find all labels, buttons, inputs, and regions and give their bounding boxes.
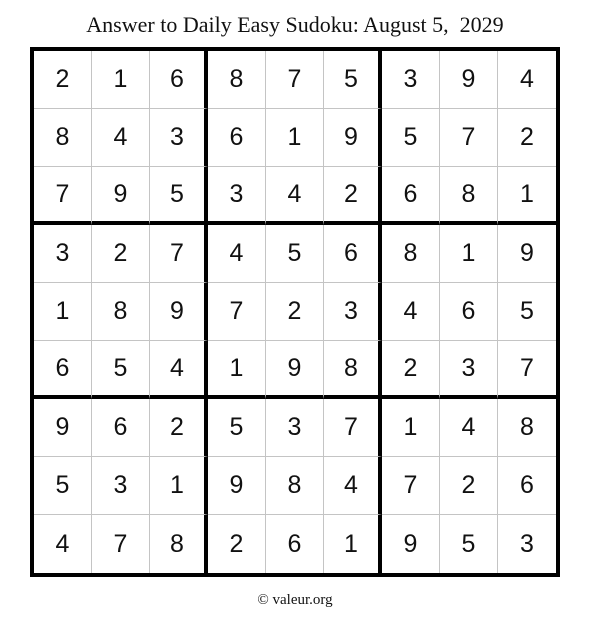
page-title: Answer to Daily Easy Sudoku: August 5, 2029	[86, 12, 504, 37]
copyright-footer: © valeur.org	[257, 592, 333, 608]
sudoku-cell: 7	[382, 457, 440, 515]
sudoku-cell: 4	[208, 225, 266, 283]
sudoku-cell: 4	[440, 399, 498, 457]
sudoku-cell: 9	[150, 283, 208, 341]
sudoku-cell: 2	[92, 225, 150, 283]
sudoku-cell: 9	[498, 225, 556, 283]
sudoku-cell: 6	[266, 515, 324, 573]
sudoku-cell: 6	[150, 51, 208, 109]
sudoku-cell: 3	[520, 529, 534, 558]
sudoku-cell: 5	[382, 109, 440, 167]
sudoku-cell: 2	[266, 283, 324, 341]
sudoku-cell: 8	[382, 225, 440, 283]
sudoku-cell: 5	[92, 341, 150, 399]
sudoku-cell: 2	[208, 515, 266, 573]
sudoku-cell: 3	[34, 225, 92, 283]
sudoku-cell: 7	[498, 341, 556, 399]
sudoku-cell: 3	[324, 283, 382, 341]
sudoku-cell: 5	[266, 225, 324, 283]
sudoku-cell: 7	[440, 109, 498, 167]
sudoku-cell: 9	[208, 457, 266, 515]
sudoku-cell: 2	[498, 109, 556, 167]
sudoku-cell: 2	[34, 51, 92, 109]
sudoku-cell: 5	[150, 167, 208, 225]
sudoku-cell: 4	[150, 341, 208, 399]
sudoku-cell: 3	[382, 51, 440, 109]
sudoku-cell: 7	[208, 283, 266, 341]
sudoku-cell: 4	[324, 457, 382, 515]
sudoku-cell: 2	[324, 167, 382, 225]
sudoku-cell: 1	[92, 51, 150, 109]
sudoku-cell: 8	[208, 51, 266, 109]
sudoku-grid	[30, 47, 560, 577]
sudoku-cell: 6	[498, 457, 556, 515]
sudoku-cell: 9	[440, 51, 498, 109]
sudoku-cell: 3	[150, 109, 208, 167]
sudoku-cell: 6	[440, 283, 498, 341]
sudoku-cell: 3	[208, 167, 266, 225]
sudoku-cell: 9	[324, 109, 382, 167]
sudoku-cell: 8	[150, 515, 208, 573]
sudoku-cell: 2	[150, 399, 208, 457]
sudoku-cell: 2	[440, 457, 498, 515]
sudoku-cell: 7	[34, 167, 92, 225]
sudoku-cell: 8	[440, 167, 498, 225]
sudoku-cell: 8	[498, 399, 556, 457]
sudoku-cell: 1	[498, 167, 556, 225]
sudoku-cell: 6	[208, 109, 266, 167]
sudoku-cell: 7	[92, 515, 150, 573]
sudoku-cell: 5	[208, 399, 266, 457]
sudoku-cell: 4	[382, 283, 440, 341]
sudoku-cell: 6	[92, 399, 150, 457]
sudoku-cell: 5	[34, 457, 92, 515]
sudoku-cell: 1	[382, 399, 440, 457]
sudoku-cell: 1	[208, 341, 266, 399]
sudoku-cell: 9	[92, 167, 150, 225]
sudoku-cell: 8	[324, 341, 382, 399]
sudoku-cell: 3	[92, 457, 150, 515]
sudoku-cell: 6	[324, 225, 382, 283]
sudoku-cell: 7	[150, 225, 208, 283]
sudoku-cell: 4	[498, 51, 556, 109]
sudoku-cell: 8	[92, 283, 150, 341]
sudoku-cell: 1	[266, 109, 324, 167]
sudoku-cell: 4	[34, 515, 92, 573]
sudoku-cell: 8	[34, 109, 92, 167]
sudoku-cell: 8	[266, 457, 324, 515]
sudoku-cell: 2	[382, 341, 440, 399]
sudoku-cell: 1	[440, 225, 498, 283]
sudoku-cell: 7	[324, 399, 382, 457]
sudoku-cell: 5	[440, 515, 498, 573]
sudoku-cell: 6	[34, 341, 92, 399]
sudoku-cell: 6	[382, 167, 440, 225]
sudoku-cell: 3	[266, 399, 324, 457]
sudoku-cell: 1	[34, 283, 92, 341]
sudoku-cell: 5	[498, 283, 556, 341]
sudoku-cell: 7	[266, 51, 324, 109]
sudoku-cell: 4	[266, 167, 324, 225]
sudoku-cell: 5	[324, 51, 382, 109]
sudoku-cell: 4	[92, 109, 150, 167]
sudoku-cell: 1	[324, 515, 382, 573]
sudoku-cell: 3	[440, 341, 498, 399]
sudoku-cell: 9	[266, 341, 324, 399]
sudoku-cell: 9	[34, 399, 92, 457]
sudoku-cell: 9	[382, 515, 440, 573]
sudoku-cell: 1	[150, 457, 208, 515]
